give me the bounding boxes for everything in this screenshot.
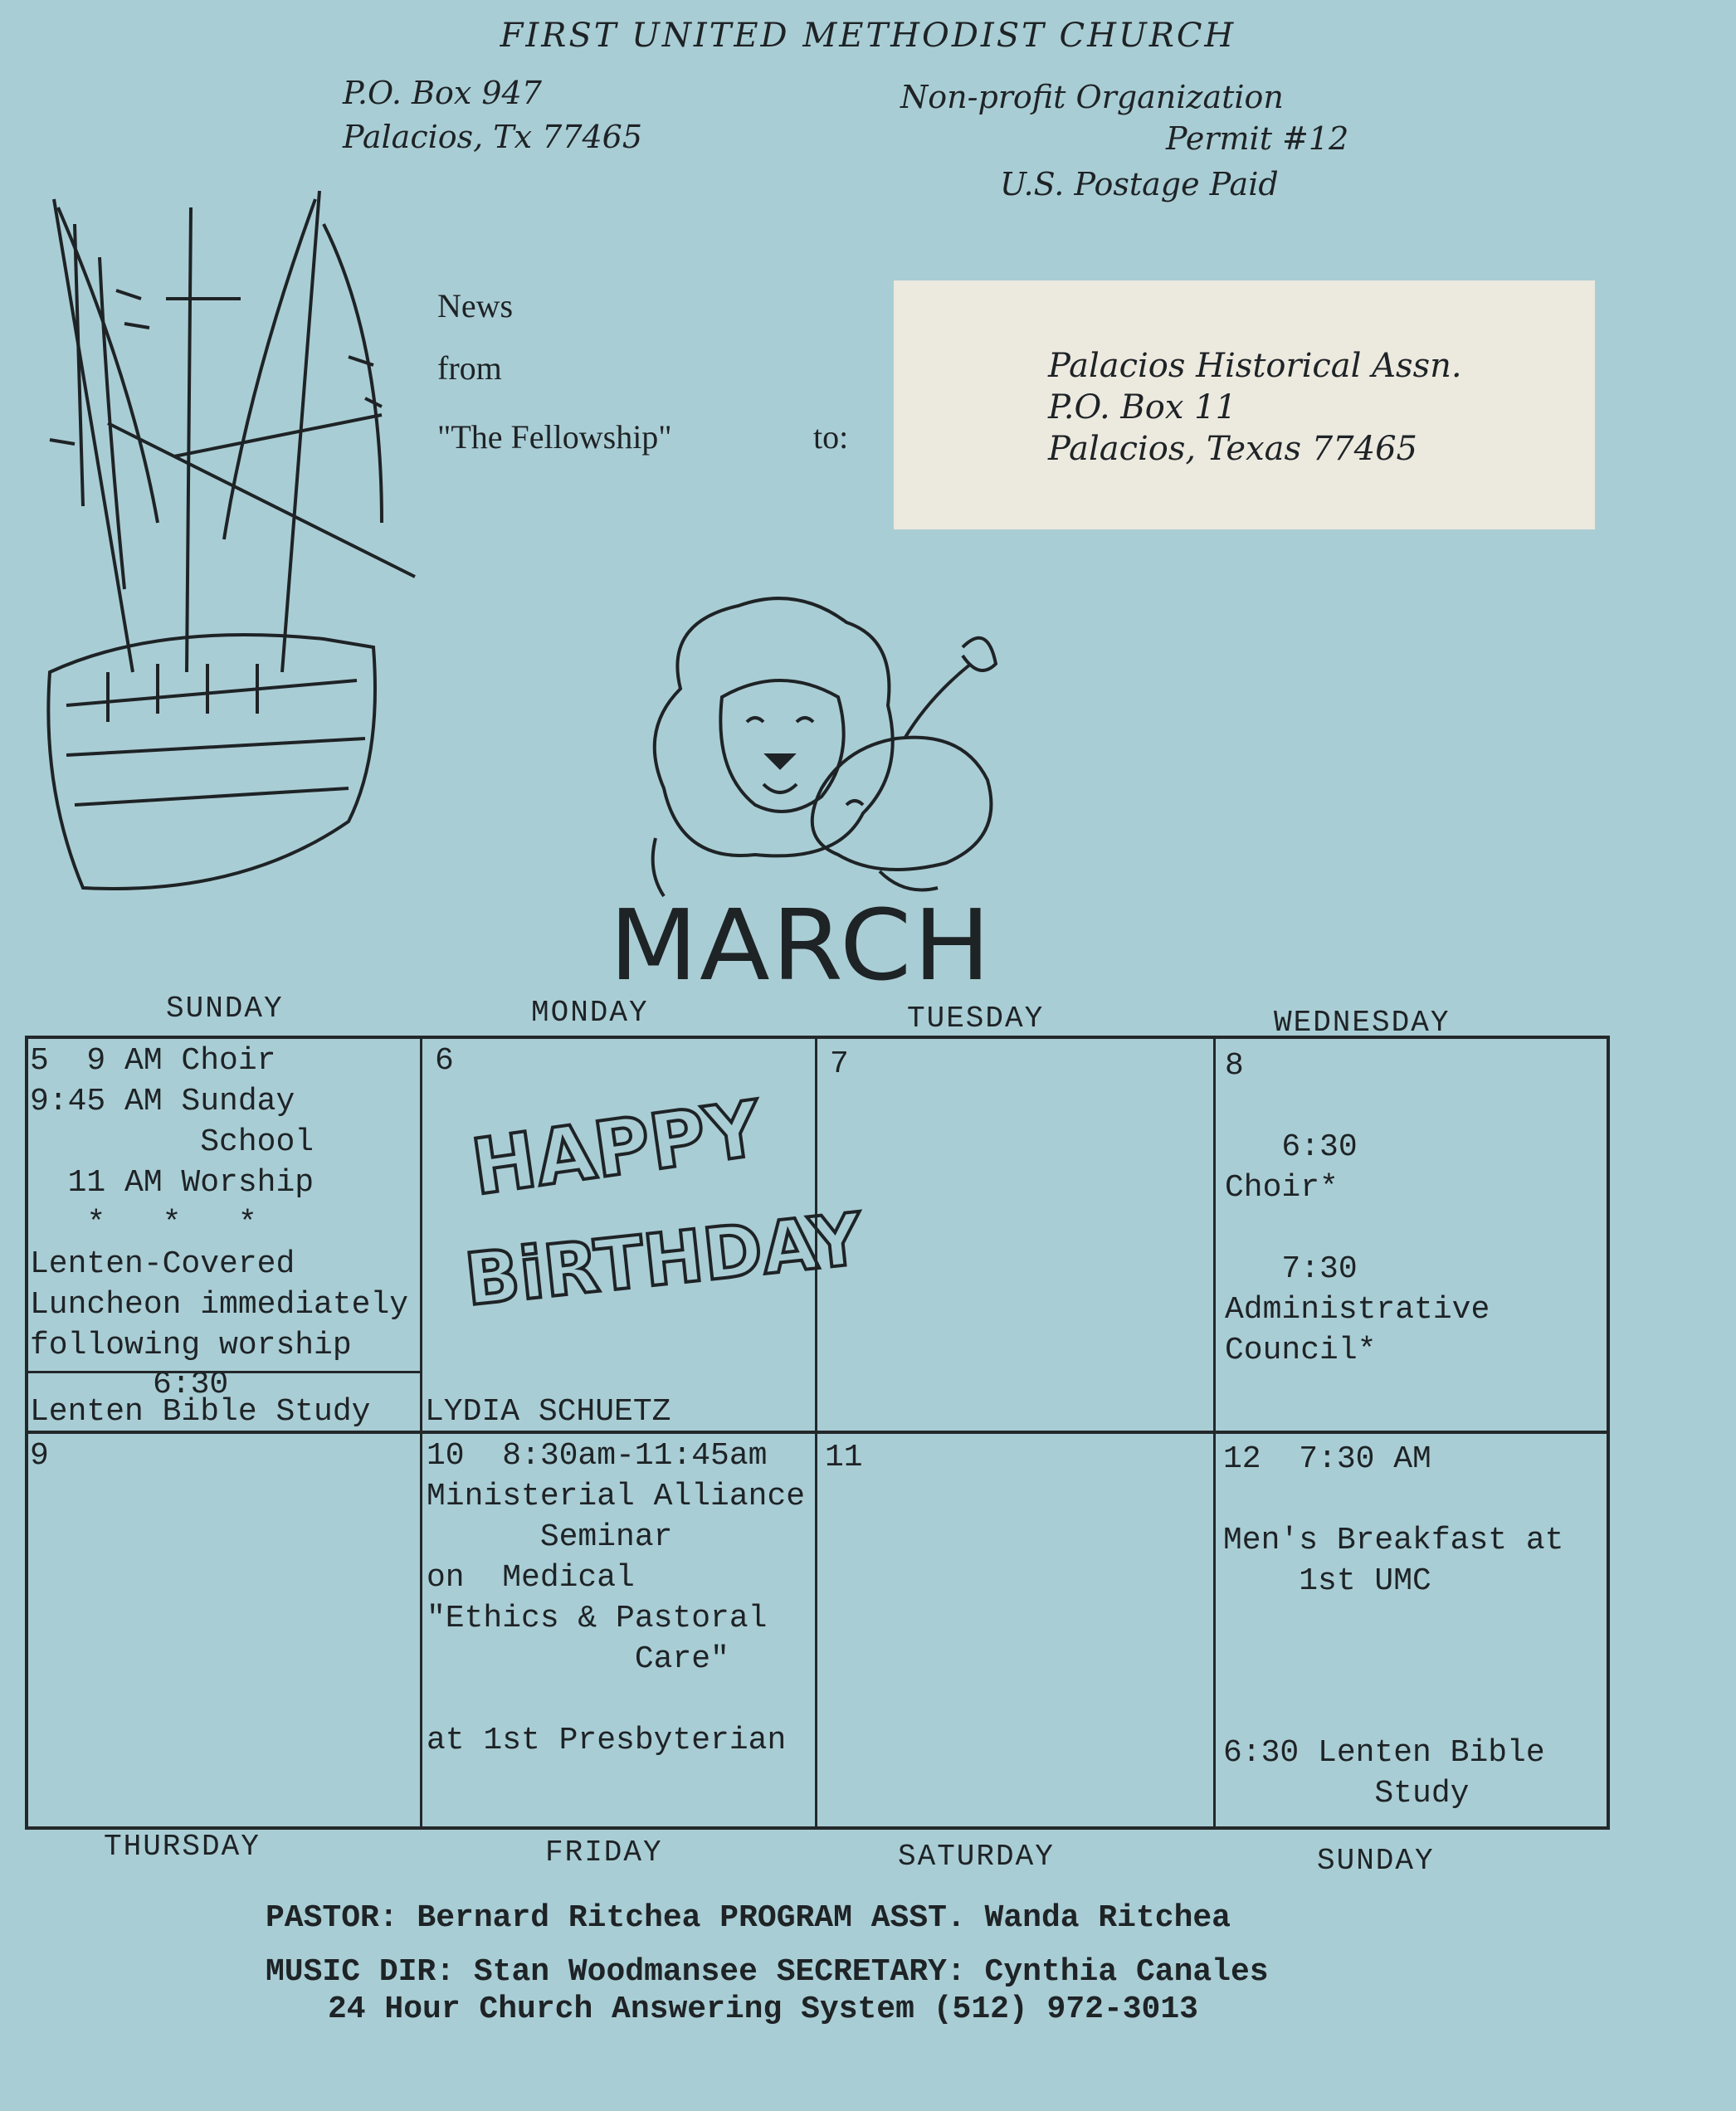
news-to: to: — [813, 418, 849, 456]
cell-6-birthday-name: LYDIA SCHUETZ — [425, 1394, 671, 1430]
label-line-3: Palacios, Texas 77465 — [1048, 430, 1417, 468]
cell-10: 10 8:30am-11:45am Ministerial Alliance Seminar on Medical "Ethics & Pastoral Care" at 1st Presbyterian — [427, 1438, 806, 1758]
news-line-1: News — [437, 287, 514, 324]
svg-text:HAPPY: HAPPY — [466, 1084, 767, 1213]
month-title: MARCH — [609, 888, 992, 1002]
footer-phone-line: 24 Hour Church Answering System (512) 972-3013 — [328, 1992, 1198, 2027]
lion-and-lamb-drawing — [631, 589, 1012, 896]
postage-line-1: Non-profit Organization — [900, 79, 1284, 115]
cell-11: 11 — [825, 1440, 863, 1475]
cell-5-evening: Lenten Bible Study — [30, 1394, 371, 1430]
footer-staff-line-2: MUSIC DIR: Stan Woodmansee SECRETARY: Cynthia Canales — [266, 1954, 1269, 1990]
day-header-wednesday: WEDNESDAY — [1274, 1006, 1451, 1040]
svg-text:BiRTHDAY: BiRTHDAY — [461, 1197, 866, 1323]
day-header-thursday: THURSDAY — [104, 1830, 261, 1864]
day-header-sunday-bottom: SUNDAY — [1317, 1844, 1435, 1878]
day-header-monday: MONDAY — [531, 996, 649, 1030]
postage-line-2: Permit #12 — [1166, 120, 1349, 157]
news-line-3: "The Fellowship" — [437, 418, 672, 456]
cell-12: 12 7:30 AM Men's Breakfast at 1st UMC — [1223, 1441, 1564, 1599]
cell-6: 6 — [435, 1043, 454, 1079]
happy-birthday-art — [461, 1084, 866, 1323]
church-name: FIRST UNITED METHODIST CHURCH — [500, 17, 1236, 55]
return-address-line-1: P.O. Box 947 — [343, 75, 542, 111]
cell-9: 9 — [30, 1438, 49, 1474]
label-line-1: Palacios Historical Assn. — [1048, 347, 1462, 385]
cell-8: 8 6:30 Choir* 7:30 Administrative Council* — [1225, 1048, 1490, 1368]
label-line-2: P.O. Box 11 — [1048, 388, 1237, 427]
day-header-sunday: SUNDAY — [166, 992, 284, 1026]
news-line-2: from — [437, 349, 502, 387]
day-header-friday: FRIDAY — [545, 1836, 663, 1870]
cell-7: 7 — [830, 1046, 849, 1082]
return-address-line-2: Palacios, Tx 77465 — [343, 119, 643, 155]
day-header-tuesday: TUESDAY — [907, 1002, 1045, 1036]
cell-12-evening: 6:30 Lenten Bible Study — [1223, 1735, 1545, 1811]
postage-line-3: U.S. Postage Paid — [1000, 166, 1279, 202]
calendar-grid — [25, 1036, 1610, 1830]
cell-5: 5 9 AM Choir 9:45 AM Sunday School 11 AM Worship * * * Lenten-Covered Luncheon immediately following worship — [30, 1043, 409, 1363]
mailing-label — [894, 280, 1595, 529]
ship-drawing — [33, 174, 423, 904]
day-header-saturday: SATURDAY — [898, 1840, 1055, 1874]
cell-5-evening-time: 6:30 — [153, 1367, 229, 1402]
footer-staff-line-1: PASTOR: Bernard Ritchea PROGRAM ASST. Wanda Ritchea — [266, 1900, 1231, 1936]
